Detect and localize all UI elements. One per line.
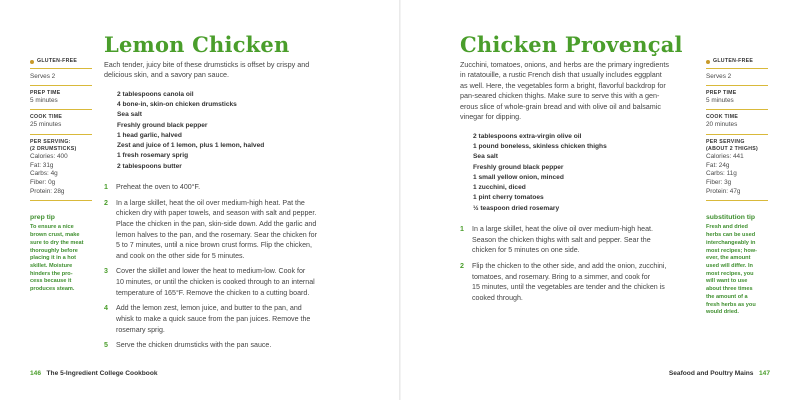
recipe-intro: Each tender, juicy bite of these drumsticks is offset by crispy and delicious skin, and a savory pan sauce. [104,60,310,80]
ingredient: 1 fresh rosemary sprig [117,152,189,160]
ingredient: 1 small yellow onion, minced [473,173,564,181]
nutrition-line: Protein: 47g [706,187,741,195]
bullet-dot-icon [706,60,710,64]
nutrition-line: Calories: 441 [706,153,744,160]
recipe-title: Lemon Chicken [104,32,290,57]
page-number: 146 [30,370,42,377]
prep-time: PREP TIME 5 minutes [706,86,768,111]
instructions [460,224,692,308]
nutrition-info: PER SERVING (ABOUT 2 THIGHS) Calories: 441 Fat: 24g Carbs: 11g Fiber: 3g Protein: 47g [706,135,768,201]
ingredient: Sea salt [117,111,142,119]
nutrition-line: Fiber: 3g [706,178,732,186]
gluten-free-badge: GLUTEN-FREE [706,58,768,69]
ingredient: 2 tablespoons extra-virgin olive oil [473,133,582,140]
nutrition-line: Protein: 28g [30,187,65,195]
ingredient: Zest and juice of 1 lemon, plus 1 lemon, halved [117,142,265,150]
substitution-tip: substitution tip Fresh and dried herbs can be used interchangeably in most recipes; how- ever, the amount used will differ. In most recipes, you will want to use about three times the amount of a fresh herbs as you would dried. [706,214,757,316]
ingredient: Sea salt [473,153,498,161]
ingredient: 2 tablespoons canola oil [117,91,194,98]
nutrition-line: Fiber: 0g [30,178,56,186]
nutrition-info: PER SERVING: (2 DRUMSTICKS) Calories: 400 Fat: 31g Carbs: 4g Fiber: 0g Protein: 28g [30,135,92,201]
instructions [104,182,389,356]
nutrition-line: Fat: 24g [706,161,730,169]
ingredient: 2 tablespoons butter [117,162,182,170]
bullet-dot-icon [30,60,34,64]
serves-value: Serves 2 [706,69,768,86]
ingredients-list [473,132,607,214]
book-gutter [399,0,401,400]
left-recipe-sidebar [30,58,92,294]
prep-time: PREP TIME 5 minutes [30,86,92,111]
right-footer [669,370,770,377]
page-number: 147 [758,370,770,377]
nutrition-line: Calories: 400 [30,153,68,160]
gluten-free-badge: GLUTEN-FREE [30,58,92,69]
cook-time: COOK TIME 20 minutes [706,110,768,135]
nutrition-line: Fat: 31g [30,161,54,169]
ingredient: 1 head garlic, halved [117,131,182,139]
step: 3 Cover the skillet and lower the heat to medium-low. Cook for 10 minutes, or until the chicken is cooked through to an internal temperature of 165°F. Remove the chicken to a cutting board. [104,267,315,297]
step: 2 Flip the chicken to the other side, and add the onion, zucchini, tomatoes, and rosemary. Bring to a simmer, and cook for 15 minutes, until the vegetables are tender and the chicken is cooked through. [460,261,667,302]
nutrition-line: Carbs: 4g [30,170,58,178]
recipe-intro: Zucchini, tomatoes, onions, and herbs are the primary ingredients in ratatouille, a rustic French dish that usually includes eggplant as well. Here, the vegetables form a bright, flavorful backdrop for pan-seared chicken thighs. Make sure to serve this with a gen- erous slice of whole-grain bread and with olive oil and balsamic vinegar for dipping. [460,60,669,122]
section-title: Seafood and Poultry Mains [668,370,754,377]
step: 1 In a large skillet, heat the olive oil over medium-high heat. Season the chicken thighs with salt and pepper. Sear the chicken for 5 minutes on one side. [460,225,653,255]
step: 1 Preheat the oven to 400°F. [104,183,201,191]
recipe-title: Chicken Provençal [460,32,683,57]
step: 5 Serve the chicken drumsticks with the pan sauce. [104,341,272,350]
ingredient: ½ teaspoon dried rosemary [473,204,560,212]
serves-value: Serves 2 [30,69,92,86]
ingredient: 1 pint cherry tomatoes [473,194,544,202]
ingredients-list [117,90,264,172]
ingredient: Freshly ground black pepper [473,163,564,171]
cook-time: COOK TIME 25 minutes [30,110,92,135]
ingredient: Freshly ground black pepper [117,121,208,129]
nutrition-line: Carbs: 11g [706,170,737,178]
left-footer [30,370,158,377]
step: 4 Add the lemon zest, lemon juice, and butter to the pan, and whisk to make a quick sauce from the pan juices. Remove the rosemary sprig. [104,304,311,334]
prep-tip: prep tip To ensure a nice brown crust, make sure to dry the meat thoroughly before placing it in a hot skillet. Moisture hinders the pro- cess because it produces steam. [30,214,84,293]
book-title: The 5-Ingredient College Cookbook [46,370,158,377]
ingredient: 4 bone-in, skin-on chicken drumsticks [117,101,237,109]
right-recipe-sidebar [706,58,768,317]
ingredient: 1 zucchini, diced [473,184,526,192]
ingredient: 1 pound boneless, skinless chicken thighs [473,143,607,151]
step: 2 In a large skillet, heat the oil over medium-high heat. Pat the chicken dry with paper towels, and season with salt and pepper. Place the chicken in the pan, skin-side down. Add the garlic and lemon halves to the pan, and the rosemary. Sear the chicken for 5 to 7 minutes, until a nice brown crust forms. Flip the chicken, and cook on the other side for 5 minutes. [104,198,317,260]
